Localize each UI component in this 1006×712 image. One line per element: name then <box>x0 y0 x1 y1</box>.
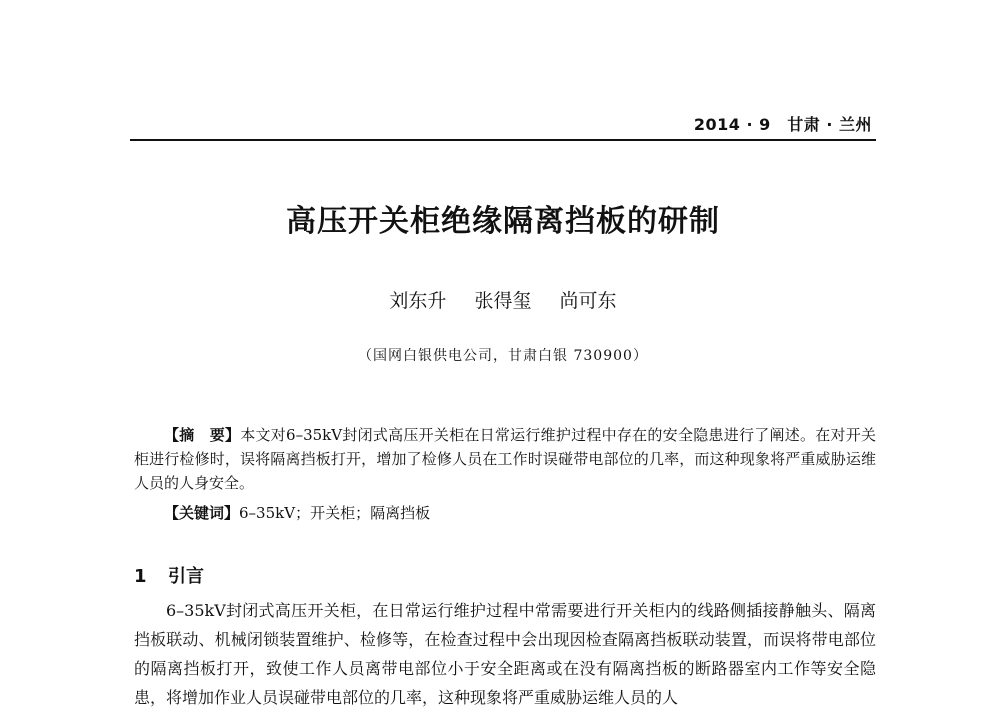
author-name: 张得玺 <box>474 290 532 312</box>
author-affiliation: （国网白银供电公司，甘肃白银 730900） <box>358 348 648 364</box>
journal-meta: 2014 · 9 甘肃 · 兰州 <box>693 115 872 134</box>
section-number: 1 <box>134 566 147 587</box>
keywords-text: 6–35kV；开关柜；隔离挡板 <box>239 504 431 522</box>
abstract-label: 【摘 要】 <box>164 426 241 444</box>
keywords-label: 【关键词】 <box>164 504 240 522</box>
paper-title: 高压开关柜绝缘隔离挡板的研制 <box>286 204 720 239</box>
author-name: 刘东升 <box>389 290 447 312</box>
section-title: 引言 <box>168 566 204 587</box>
author-name: 尚可东 <box>559 290 617 312</box>
body-paragraph: 6–35kV封闭式高压开关柜，在日常运行维护过程中常需要进行开关柜内的线路侧插接静触头、隔离挡板联动、机械闭锁装置维护、检修等，在检查过程中会出现因检查隔离挡板联动装置，而误将带电部位的隔离挡板打开，致使工作人员离带电部位小于安全距离或在没有隔离挡板的断路器室内工作等安全隐患，将增加作业人员误碰带电部位的几率，这种现象将严重威胁运维人员的人 <box>134 601 876 707</box>
abstract-text: 本文对6–35kV封闭式高压开关柜在日常运行维护过程中存在的安全隐患进行了阐述。在对开关柜进行检修时，误将隔离挡板打开，增加了检修人员在工作时误碰带电部位的几率，而这种现象将严重威胁运维人员的人身安全。 <box>134 426 876 492</box>
